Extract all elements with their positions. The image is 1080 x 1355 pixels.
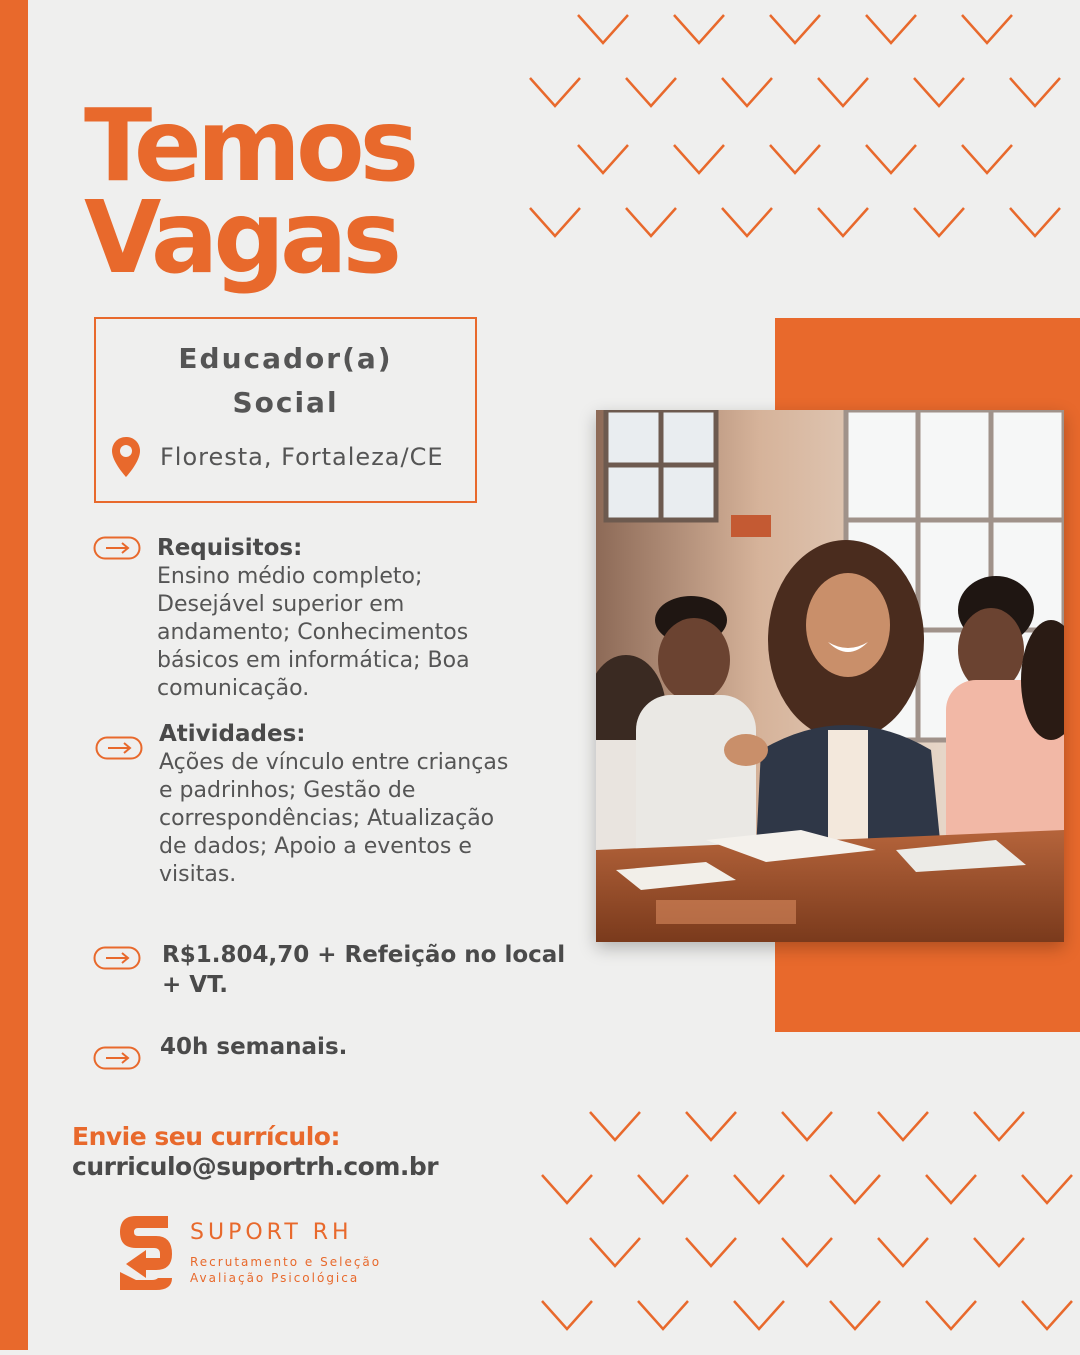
work-hours: 40h semanais. [160, 1034, 348, 1060]
salary-line-2: + VT. [162, 972, 229, 998]
atividades-text [159, 749, 508, 889]
requisitos-heading: Requisitos: [157, 535, 303, 561]
headline [84, 87, 415, 296]
arrow-right-circle-icon [93, 1046, 141, 1070]
atividades-heading: Atividades: [159, 721, 306, 747]
job-card [94, 317, 477, 503]
atividades-line: e padrinhos; Gestão de [159, 778, 416, 803]
cta-label: Envie seu currículo: [72, 1122, 340, 1151]
job-title-line-2: Social [232, 386, 339, 419]
job-location: Floresta, Fortaleza/CE [160, 443, 444, 471]
atividades-line: visitas. [159, 862, 237, 887]
requisitos-line: Desejável superior em [157, 592, 405, 617]
atividades-line: Ações de vínculo entre crianças [159, 750, 509, 775]
headline-line-2: Vagas [84, 179, 397, 296]
arrow-right-circle-icon [95, 736, 143, 760]
requisitos-line: básicos em informática; Boa [157, 648, 470, 673]
atividades-line: de dados; Apoio a eventos e [159, 834, 472, 859]
contact-email-link[interactable]: curriculo@suportrh.com.br [72, 1152, 439, 1181]
job-title [96, 337, 475, 425]
suport-rh-logo-icon [116, 1214, 176, 1292]
requisitos-text [157, 563, 470, 703]
headline-line-1: Temos [84, 87, 415, 204]
requisitos-line: comunicação. [157, 676, 310, 701]
map-pin-icon [110, 435, 142, 479]
classroom-photo [596, 410, 1064, 942]
job-title-line-1: Educador(a) [178, 342, 393, 375]
atividades-line: correspondências; Atualização [159, 806, 495, 831]
arrow-right-circle-icon [93, 536, 141, 560]
brand-tagline-1: Recrutamento e Seleção [190, 1255, 382, 1269]
salary-info [162, 940, 582, 1000]
requisitos-line: Ensino médio completo; [157, 564, 423, 589]
arrow-right-circle-icon [93, 946, 141, 970]
requisitos-line: andamento; Conhecimentos [157, 620, 469, 645]
salary-line-1: R$1.804,70 + Refeição no local [162, 942, 566, 968]
brand-name: SUPORT RH [190, 1220, 353, 1245]
brand-tagline-2: Avaliação Psicológica [190, 1271, 360, 1285]
